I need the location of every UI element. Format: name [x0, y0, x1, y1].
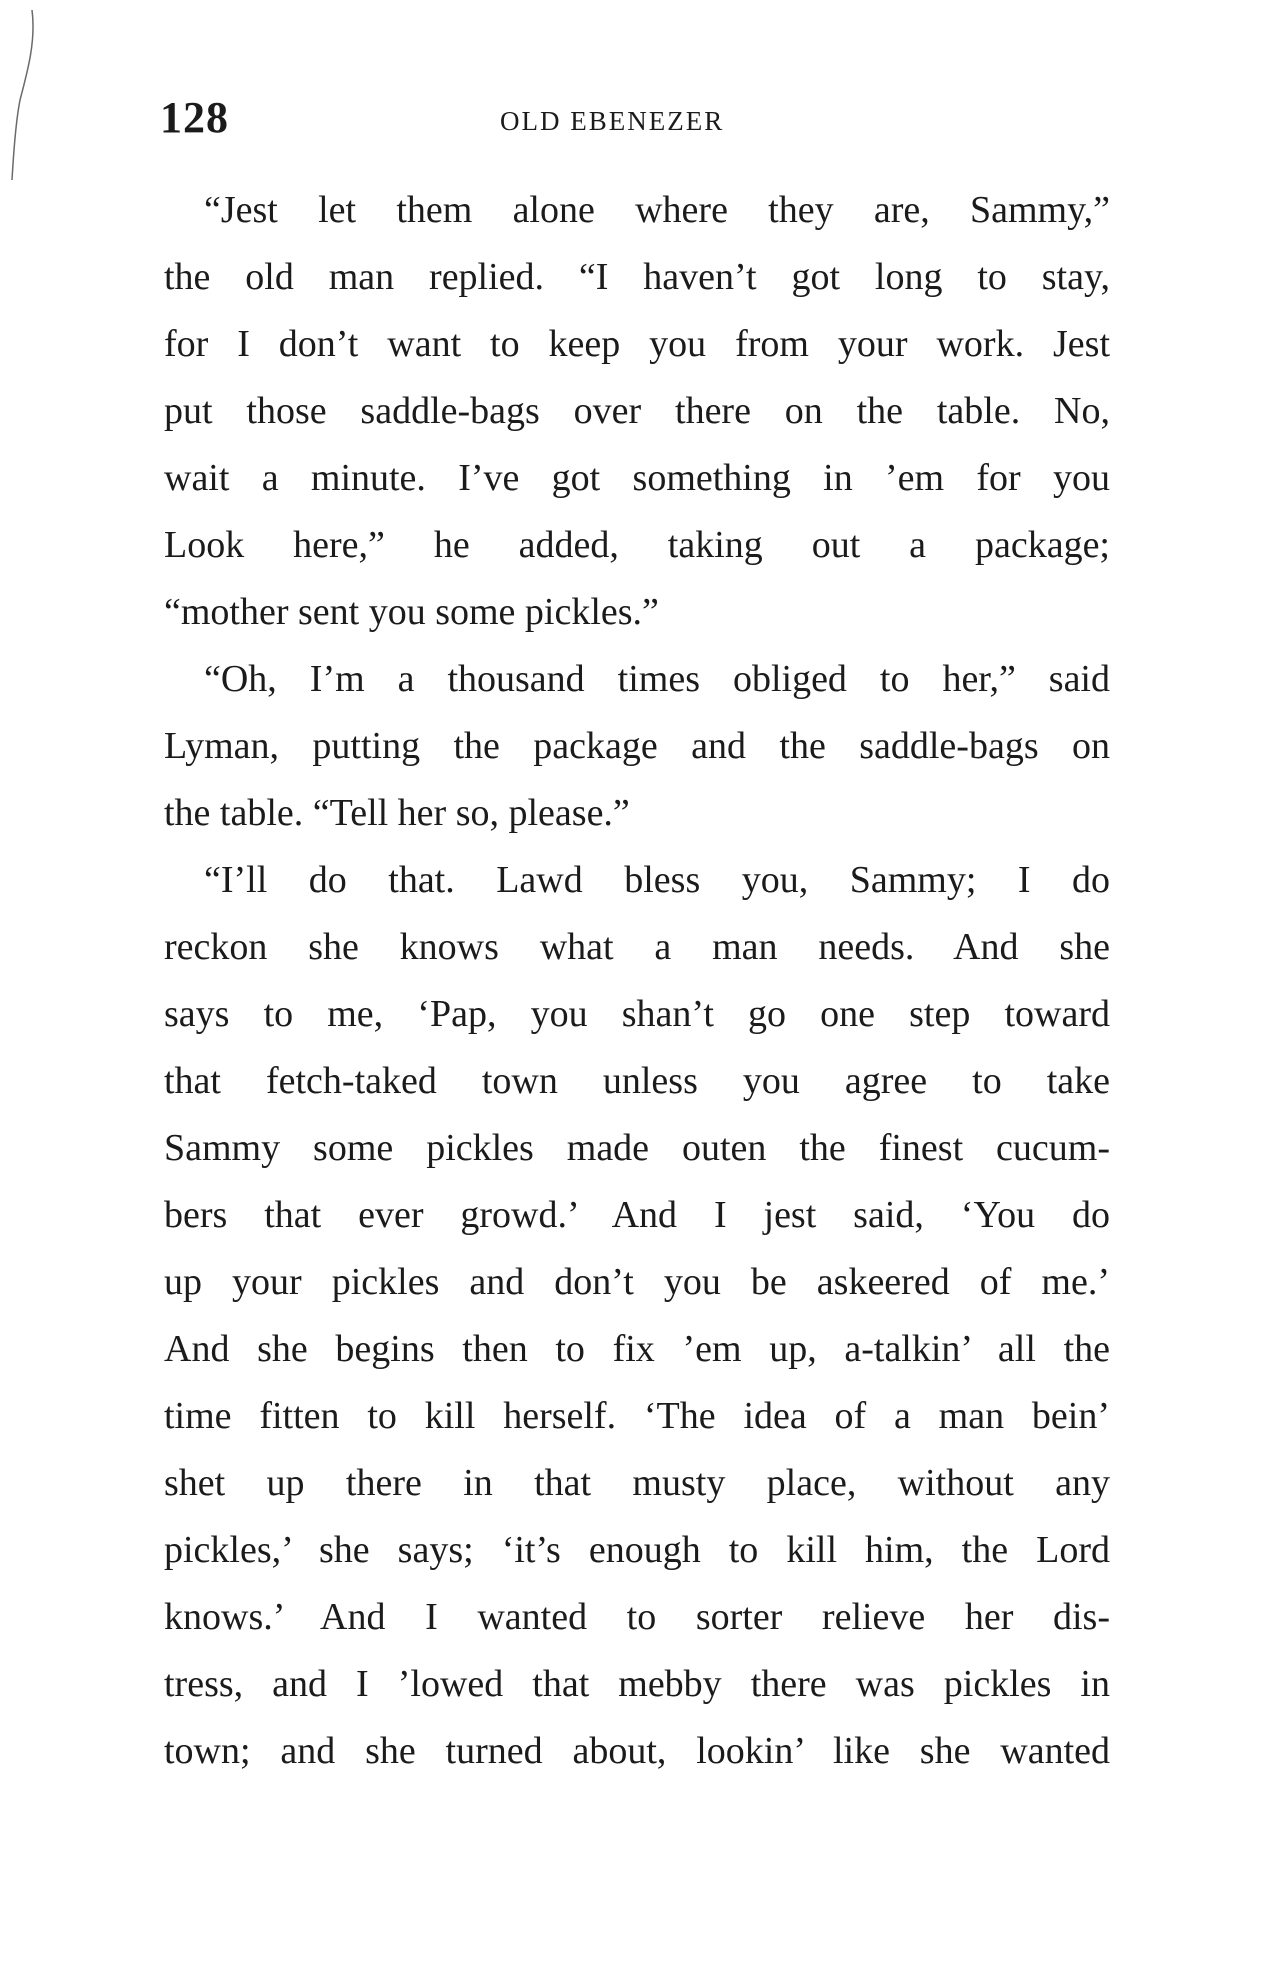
text-line: shet up there in that musty place, without any — [164, 1462, 1110, 1504]
text-line: tress, and I ’lowed that mebby there was pickles in — [164, 1663, 1110, 1705]
text-line: says to me, ‘Pap, you shan’t go one step toward — [164, 993, 1110, 1035]
text-line: “Jest let them alone where they are, Sammy,” — [204, 189, 1110, 231]
text-line: the old man replied. “I haven’t got long to stay, — [164, 256, 1110, 298]
text-line: reckon she knows what a man needs. And she — [164, 926, 1110, 968]
page-header — [160, 92, 1120, 152]
text-line: wait a minute. I’ve got something in ’em for you — [164, 457, 1110, 499]
text-line: knows.’ And I wanted to sorter relieve her dis- — [164, 1596, 1110, 1638]
text-line: town; and she turned about, lookin’ like she wanted — [164, 1730, 1110, 1772]
text-line: time fitten to kill herself. ‘The idea of a man bein’ — [164, 1395, 1110, 1437]
text-line: for I don’t want to keep you from your work. Jest — [164, 323, 1110, 365]
text-line: “Oh, I’m a thousand times obliged to her,” said — [204, 658, 1110, 700]
text-line: And she begins then to fix ’em up, a-talkin’ all the — [164, 1328, 1110, 1370]
text-line: put those saddle-bags over there on the table. No, — [164, 390, 1110, 432]
text-line: the table. “Tell her so, please.” — [164, 792, 630, 834]
text-line: bers that ever growd.’ And I jest said, ‘You do — [164, 1194, 1110, 1236]
page-number: 128 — [160, 93, 229, 142]
text-line: Lyman, putting the package and the saddle-bags on — [164, 725, 1110, 767]
text-line: Look here,” he added, taking out a package; — [164, 524, 1110, 566]
text-line: “I’ll do that. Lawd bless you, Sammy; I do — [204, 859, 1110, 901]
body-text — [164, 177, 1110, 1785]
text-line: pickles,’ she says; ‘it’s enough to kill him, the Lord — [164, 1529, 1110, 1571]
running-title: OLD EBENEZER — [500, 106, 725, 136]
text-line: that fetch-taked town unless you agree to take — [164, 1060, 1110, 1102]
text-line: up your pickles and don’t you be askeered of me.’ — [164, 1261, 1110, 1303]
text-line: Sammy some pickles made outen the finest cucum- — [164, 1127, 1110, 1169]
text-line: “mother sent you some pickles.” — [164, 591, 659, 633]
page-edge-mark — [2, 10, 42, 180]
